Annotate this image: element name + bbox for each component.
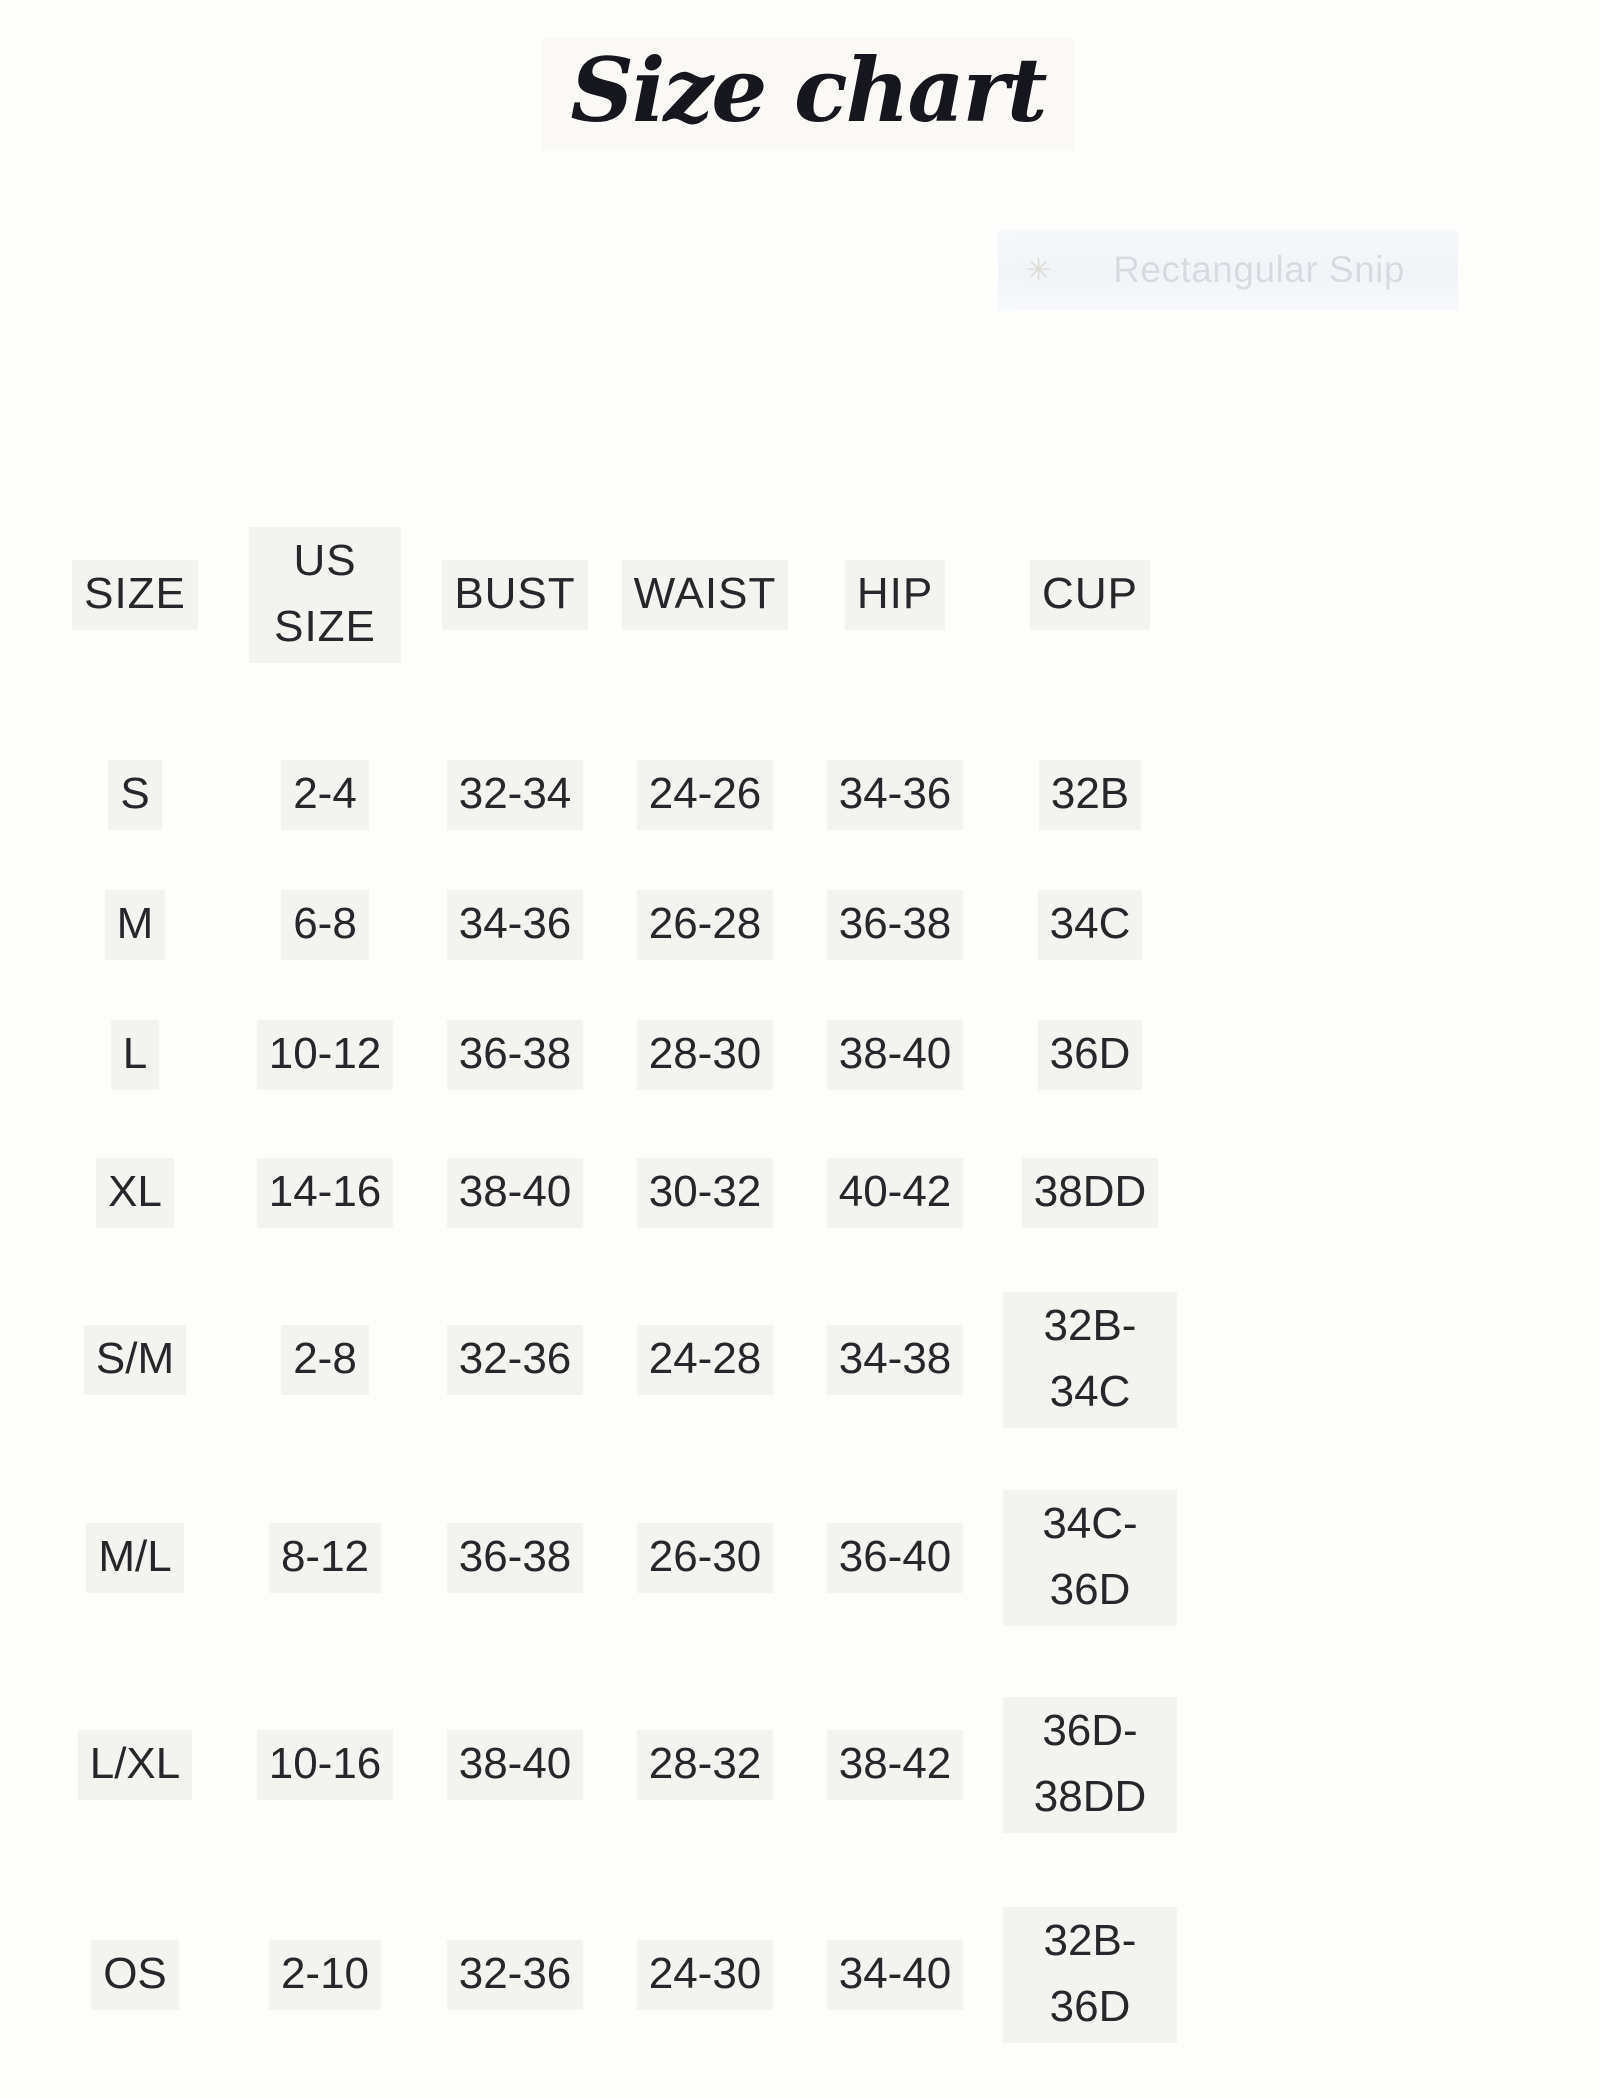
cell-size	[40, 1660, 230, 1870]
table-row-m	[40, 860, 1190, 990]
cell-waist	[610, 1265, 800, 1455]
us-size-value: 14-16	[257, 1158, 394, 1228]
waist-value: 24-26	[637, 760, 774, 830]
waist-value: 30-32	[637, 1158, 774, 1228]
table-row-lxl	[40, 1660, 1190, 1870]
cell-bust	[420, 1120, 610, 1265]
hip-value: 38-40	[827, 1020, 964, 1090]
us-size-value: 10-12	[257, 1020, 394, 1090]
cup-value: 32B-34C	[1003, 1292, 1177, 1428]
cell-waist	[610, 730, 800, 860]
hip-value: 34-36	[827, 760, 964, 830]
cell-us-size	[230, 1455, 420, 1660]
cell-hip	[800, 1120, 990, 1265]
us-size-value: 6-8	[281, 890, 369, 960]
size-value: S/M	[84, 1325, 186, 1395]
cell-waist	[610, 1455, 800, 1660]
cell-waist	[610, 990, 800, 1120]
cup-value: 36D-38DD	[1003, 1697, 1177, 1833]
table-row-s	[40, 730, 1190, 860]
cell-cup	[990, 1455, 1190, 1660]
cell-cup	[990, 1265, 1190, 1455]
hip-value: 34-38	[827, 1325, 964, 1395]
cell-size	[40, 1120, 230, 1265]
hip-value: 34-40	[827, 1940, 964, 2010]
title-block	[0, 38, 1600, 149]
cell-waist	[610, 860, 800, 990]
us-size-value: 2-4	[281, 760, 369, 830]
table-row-l	[40, 990, 1190, 1120]
cell-size	[40, 1265, 230, 1455]
cell-size	[40, 860, 230, 990]
header-row	[40, 460, 1190, 730]
column-header-us-size	[230, 460, 420, 730]
cell-bust	[420, 1265, 610, 1455]
bust-value: 32-36	[447, 1940, 584, 2010]
column-header-size	[40, 460, 230, 730]
table-row-xl	[40, 1120, 1190, 1265]
hip-value: 36-38	[827, 890, 964, 960]
column-header-cup	[990, 460, 1190, 730]
cell-size	[40, 730, 230, 860]
cell-hip	[800, 1660, 990, 1870]
cup-value: 36D	[1038, 1020, 1143, 1090]
size-value: S	[108, 760, 161, 830]
cell-hip	[800, 1870, 990, 2080]
cell-hip	[800, 990, 990, 1120]
waist-value: 28-30	[637, 1020, 774, 1090]
column-header-waist-label: WAIST	[622, 560, 789, 630]
cell-bust	[420, 1455, 610, 1660]
cell-us-size	[230, 1120, 420, 1265]
column-header-size-label: SIZE	[72, 560, 198, 630]
bust-value: 32-36	[447, 1325, 584, 1395]
cell-size	[40, 990, 230, 1120]
hip-value: 40-42	[827, 1158, 964, 1228]
cell-bust	[420, 730, 610, 860]
bust-value: 32-34	[447, 760, 584, 830]
column-header-us-size-label: US SIZE	[249, 527, 401, 663]
column-header-bust-label: BUST	[442, 560, 587, 630]
size-value: M	[105, 890, 166, 960]
rectangular-snip-tooltip[interactable]	[998, 230, 1458, 310]
cell-bust	[420, 1660, 610, 1870]
hip-value: 38-42	[827, 1730, 964, 1800]
cell-us-size	[230, 1870, 420, 2080]
bust-value: 36-38	[447, 1020, 584, 1090]
cell-hip	[800, 730, 990, 860]
page-title: Size chart	[542, 38, 1073, 149]
size-value: L/XL	[78, 1730, 193, 1800]
snip-mode-icon: ✳	[1026, 253, 1052, 287]
bust-value: 38-40	[447, 1730, 584, 1800]
cell-bust	[420, 1870, 610, 2080]
cell-cup	[990, 860, 1190, 990]
waist-value: 26-28	[637, 890, 774, 960]
cell-size	[40, 1455, 230, 1660]
waist-value: 28-32	[637, 1730, 774, 1800]
cell-cup	[990, 1660, 1190, 1870]
cell-hip	[800, 1455, 990, 1660]
cell-waist	[610, 1120, 800, 1265]
cell-hip	[800, 860, 990, 990]
waist-value: 26-30	[637, 1523, 774, 1593]
column-header-bust	[420, 460, 610, 730]
cell-us-size	[230, 1660, 420, 1870]
cell-us-size	[230, 1265, 420, 1455]
table-row-os	[40, 1870, 1190, 2080]
waist-value: 24-28	[637, 1325, 774, 1395]
column-header-waist	[610, 460, 800, 730]
bust-value: 38-40	[447, 1158, 584, 1228]
us-size-value: 2-8	[281, 1325, 369, 1395]
cell-cup	[990, 1120, 1190, 1265]
cup-value: 32B-36D	[1003, 1907, 1177, 2043]
size-value: L	[111, 1020, 159, 1090]
table-row-ml	[40, 1455, 1190, 1660]
size-value: M/L	[86, 1523, 183, 1593]
us-size-value: 8-12	[269, 1523, 381, 1593]
cell-hip	[800, 1265, 990, 1455]
column-header-cup-label: CUP	[1030, 560, 1150, 630]
cup-value: 32B	[1039, 760, 1141, 830]
cell-cup	[990, 730, 1190, 860]
cell-cup	[990, 1870, 1190, 2080]
cell-us-size	[230, 730, 420, 860]
cell-bust	[420, 860, 610, 990]
column-header-hip-label: HIP	[845, 560, 945, 630]
snip-tooltip-label: Rectangular Snip	[1113, 249, 1405, 290]
cup-value: 38DD	[1022, 1158, 1159, 1228]
size-value: OS	[91, 1940, 179, 2010]
cup-value: 34C	[1038, 890, 1143, 960]
cell-us-size	[230, 990, 420, 1120]
column-header-hip	[800, 460, 990, 730]
hip-value: 36-40	[827, 1523, 964, 1593]
cell-waist	[610, 1870, 800, 2080]
size-chart-table	[40, 460, 1190, 2080]
bust-value: 34-36	[447, 890, 584, 960]
cell-waist	[610, 1660, 800, 1870]
bust-value: 36-38	[447, 1523, 584, 1593]
cell-bust	[420, 990, 610, 1120]
table-row-sm	[40, 1265, 1190, 1455]
cell-us-size	[230, 860, 420, 990]
us-size-value: 2-10	[269, 1940, 381, 2010]
waist-value: 24-30	[637, 1940, 774, 2010]
cup-value: 34C-36D	[1003, 1490, 1177, 1626]
size-value: XL	[96, 1158, 174, 1228]
cell-size	[40, 1870, 230, 2080]
us-size-value: 10-16	[257, 1730, 394, 1800]
cell-cup	[990, 990, 1190, 1120]
